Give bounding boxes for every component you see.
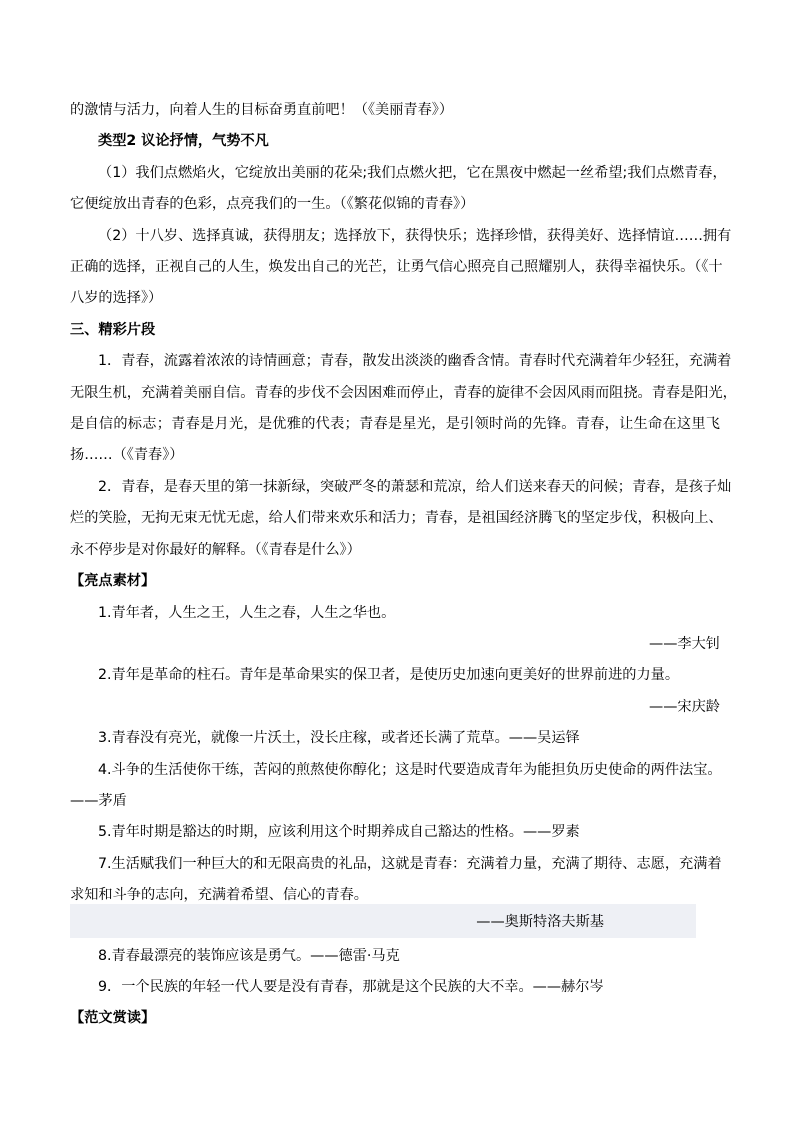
- quote-9: 9．一个民族的年轻一代人要是没有青春，那就是这个民族的大不幸。——赫尔岑: [98, 979, 604, 995]
- essay-heading: 【范文赏读】: [70, 1010, 156, 1026]
- quote-4-line2: ——茅盾: [70, 793, 127, 809]
- quote-2: 2.青年是革命的柱石。青年是革命果实的保卫者，是使历史加速向更美好的世界前进的力量。: [98, 667, 680, 683]
- s3-p1-line1: 1．青春，流露着浓浓的诗情画意；青春，散发出淡淡的幽香含情。青春时代充满着年少轻狂，充满着: [98, 353, 732, 369]
- quote-2-author: ——宋庆龄: [649, 699, 720, 715]
- type2-p1-line1: （1）我们点燃焰火，它绽放出美丽的花朵;我们点燃火把，它在黑夜中燃起一丝希望;我们点燃青春，: [98, 165, 727, 181]
- quote-4-line1: 4.斗争的生活使你干练，苦闷的煎熬使你醇化；这是时代要造成青年为能担负历史使命的两件法宝。: [98, 762, 722, 778]
- type2-p1-line2: 它便绽放出青春的色彩，点亮我们的一生。（《繁花似锦的青春》）: [70, 196, 475, 212]
- type2-heading: 类型2 议论抒情，气势不凡: [98, 133, 269, 149]
- quote-7-line2: 求知和斗争的志向，充满着希望、信心的青春。: [70, 887, 368, 903]
- s3-p1-line4: 扬……（《青春》）: [70, 447, 184, 463]
- quote-8: 8.青春最漂亮的装饰应该是勇气。——德雷·马克: [98, 948, 400, 964]
- s3-p1-line2: 无限生机，充满着美丽自信。青春的步伐不会因困难而停止，青春的旋律不会因风雨而阻挠。青春是阳光，: [70, 385, 737, 401]
- quote-5: 5.青年时期是豁达的时期，应该利用这个时期养成自己豁达的性格。——罗素: [98, 824, 580, 840]
- intro-tail: 的激情与活力，向着人生的目标奋勇直前吧！（《美丽青春》）: [70, 102, 454, 118]
- quote-7-line1: 7.生活赋我们一种巨大的和无限高贵的礼品，这就是青春：充满着力量，充满了期待、志愿，充满着: [98, 856, 722, 872]
- s3-p2-line2: 烂的笑脸，无拘无束无忧无虑，给人们带来欢乐和活力；青春，是祖国经济腾飞的坚定步伐，积极向上、: [70, 510, 723, 526]
- type2-p2-line2: 正确的选择，正视自己的人生，焕发出自己的光芒，让勇气信心照亮自己照耀别人，获得幸福快乐。（《十: [70, 259, 723, 275]
- s3-p2-line1: 2．青春，是春天里的第一抹新绿，突破严冬的萧瑟和荒凉，给人们送来春天的问候；青春，是孩子灿: [98, 479, 732, 495]
- s3-p1-line3: 是自信的标志；青春是月光，是优雅的代表；青春是星光，是引领时尚的先锋。青春，让生命在这里飞: [70, 416, 720, 432]
- quote-7-author: ——奥斯特洛夫斯基: [476, 914, 604, 930]
- type2-p2-line3: 八岁的选择》）: [70, 290, 163, 306]
- quote-1-author: ——李大钊: [649, 636, 720, 652]
- quote-1: 1.青年者，人生之王，人生之春，人生之华也。: [98, 605, 396, 621]
- quote-3: 3.青春没有亮光，就像一片沃土，没长庄稼，或者还长满了荒草。——吴运铎: [98, 730, 580, 746]
- type2-p2-line1: （2）十八岁、选择真诚，获得朋友；选择放下，获得快乐；选择珍惜，获得美好、选择情谊……拥有: [98, 228, 732, 244]
- section3-heading: 三、精彩片段: [70, 322, 156, 338]
- s3-p2-line3: 永不停步是对你最好的解释。（《青春是什么》）: [70, 542, 361, 558]
- highlight-heading: 【亮点素材】: [70, 573, 156, 589]
